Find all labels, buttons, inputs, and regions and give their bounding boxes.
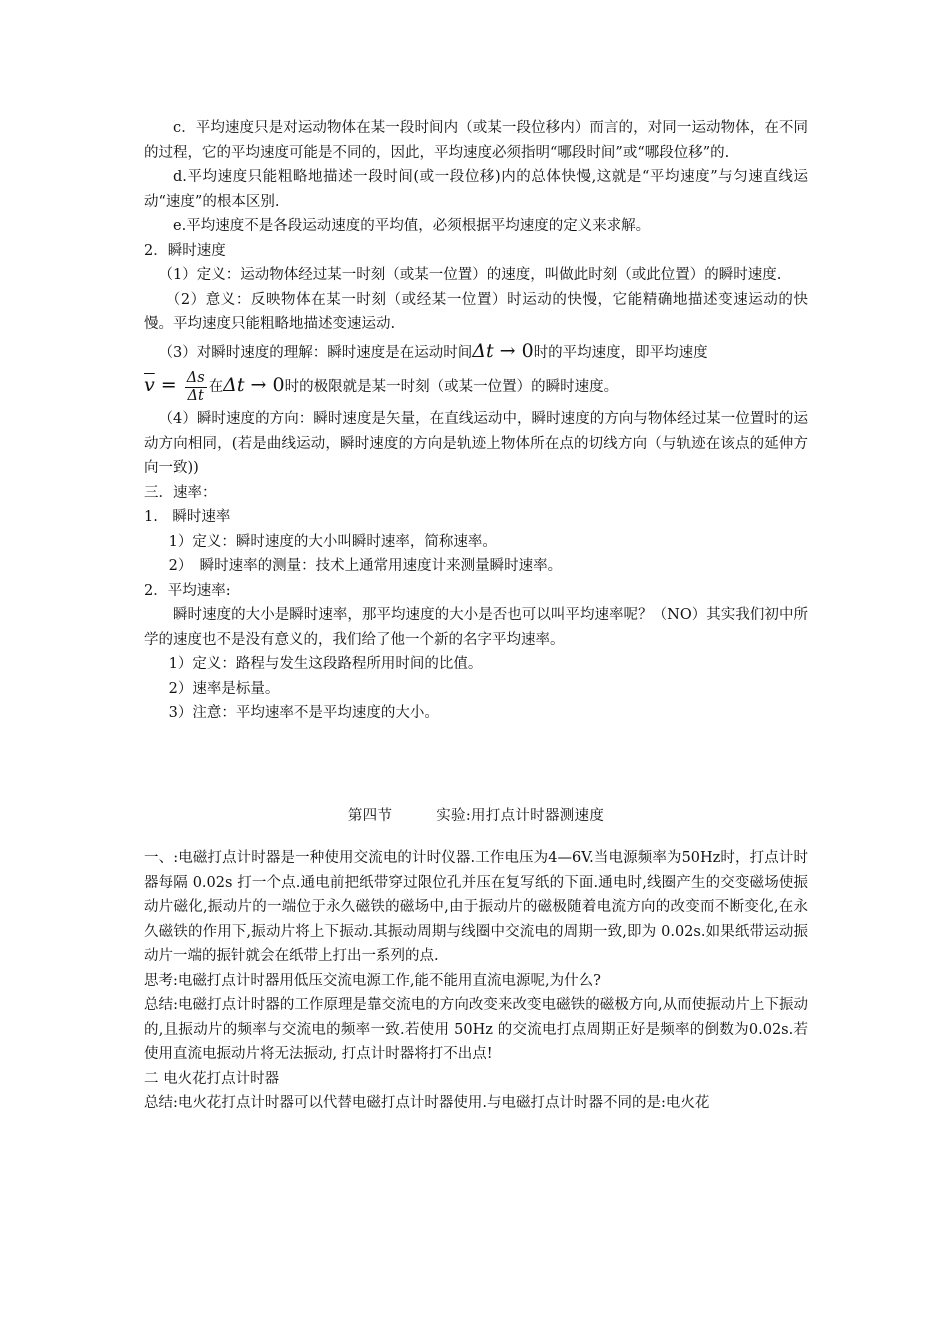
fraction-denominator: Δt <box>187 387 204 404</box>
document-page <box>144 116 808 1116</box>
speed-section-title: 三．速率： <box>144 484 217 501</box>
understanding-text-a: （3）对瞬时速度的理解：瞬时速度是在运动时间 <box>158 344 473 361</box>
instant-speed-measurement: 2） 瞬时速率的测量：技术上通常用速度计来测量瞬时速率。 <box>168 558 563 574</box>
spark-timer-title: 二 电火花打点计时器 <box>144 1070 280 1087</box>
fraction-numerator: Δs <box>186 369 205 386</box>
instant-velocity-definition: （1）定义：运动物体经过某一时刻（或某一位置）的速度，叫做此时刻（或此位置）的瞬时速度. <box>158 267 782 283</box>
instant-speed-title: 1. 瞬时速率 <box>144 509 231 525</box>
understanding-text-d: 时的极限就是某一时刻（或某一位置）的瞬时速度。 <box>284 379 619 395</box>
avg-velocity-note-c: c．平均速度只是对运动物体在某一段时间内（或某一段位移内）而言的，对同一运动物体，在不同的过程，它的平均速度可能是不同的，因此，平均速度必须指明“哪段时间”或“哪段位移”的. <box>144 120 808 161</box>
delta-t-symbol-2: Δt <box>223 374 245 396</box>
section-heading <box>144 804 808 829</box>
instant-velocity-title: 2．瞬时速度 <box>144 242 226 259</box>
instant-velocity-meaning: （2）意义：反映物体在某一时刻（或经某一位置）时运动的快慢，它能精确地描述变速运动的快慢。平均速度只能粗略地描述变速运动. <box>144 291 808 332</box>
v-bar-symbol: $\overline{v}$ <box>144 374 155 396</box>
average-speed-scalar: 2）速率是标量。 <box>168 680 280 697</box>
instant-velocity-understanding <box>144 339 808 366</box>
instant-speed-definition: 1）定义：瞬时速度的大小叫瞬时速率，简称速率。 <box>168 533 497 550</box>
section-title: 实验:用打点计时器测速度 <box>436 807 605 824</box>
average-speed-note: 3）注意：平均速率不是平均速度的大小。 <box>168 705 439 721</box>
instant-velocity-formula-line <box>144 365 808 407</box>
em-timer-paragraph: 一、:电磁打点计时器是一种使用交流电的计时仪器.工作电压为4—6V.当电源频率为50Hz时，打点计时器每隔 0.02s 打一个点.通电前把纸带穿过限位孔并压在复写纸的下面.通电时,线圈产生的交变磁场使振动片磁化,振动片的一端位于永久磁铁的磁场中,由于振动片的磁极随着电流方向的改变而不断变化,在永久磁铁的作用下,振动片将上下振动.其振动周期与线圈中交流电的周期一致,即为 0.02s.如果纸带运动振动片一端的振针就会在纸带上打出一系列的点. <box>144 850 808 964</box>
section-spacer <box>144 726 808 798</box>
avg-velocity-note-e: e.平均速度不是各段运动速度的平均值，必须根据平均速度的定义来求解。 <box>173 218 651 234</box>
spark-timer-summary: 总结:电火花打点计时器可以代替电磁打点计时器使用.与电磁打点计时器不同的是:电火花 <box>144 1095 710 1111</box>
average-speed-definition: 1）定义：路程与发生这段路程所用时间的比值。 <box>168 656 483 672</box>
em-timer-summary: 总结:电磁打点计时器的工作原理是靠交流电的方向改变来改变电磁铁的磁极方向,从而使振动片上下振动的,且振动片的频率与交流电的频率一致.若使用 50Hz 的交流电打点周期正好是频率的倒数为0.02s.若使用直流电振动片将无法振动, 打点计时器将打不出点! <box>144 997 808 1062</box>
understanding-text-c: 在 <box>208 379 224 395</box>
arrow-zero-2: → 0 <box>244 374 285 396</box>
average-speed-intro: 瞬时速度的大小是瞬时速率，那平均速度的大小是否也可以叫平均速率呢？（NO）其实我们初中所学的速度也不是没有意义的，我们给了他一个新的名字平均速率。 <box>144 607 808 648</box>
em-timer-question: 思考:电磁打点计时器用低压交流电源工作,能不能用直流电源呢,为什么? <box>144 972 601 989</box>
delta-t-symbol: Δt <box>472 339 494 362</box>
ds-over-dt-fraction <box>185 370 207 405</box>
equals-sign: = <box>154 374 183 396</box>
understanding-text-b: 时的平均速度，即平均速度 <box>533 344 708 361</box>
arrow-zero: → 0 <box>493 339 534 362</box>
average-speed-title: 2．平均速率: <box>144 582 231 599</box>
section-number: 第四节 <box>347 807 393 824</box>
instant-velocity-direction: （4）瞬时速度的方向：瞬时速度是矢量，在直线运动中，瞬时速度的方向与物体经过某一位置时的运动方向相同，(若是曲线运动，瞬时速度的方向是轨迹上物体所在点的切线方向（与轨迹在该点的延伸方向一致)) <box>144 411 808 476</box>
avg-velocity-note-d: d.平均速度只能粗略地描述一段时间(或一段位移)内的总体快慢,这就是“平均速度”与匀速直线运动“速度”的根本区别. <box>144 169 808 210</box>
